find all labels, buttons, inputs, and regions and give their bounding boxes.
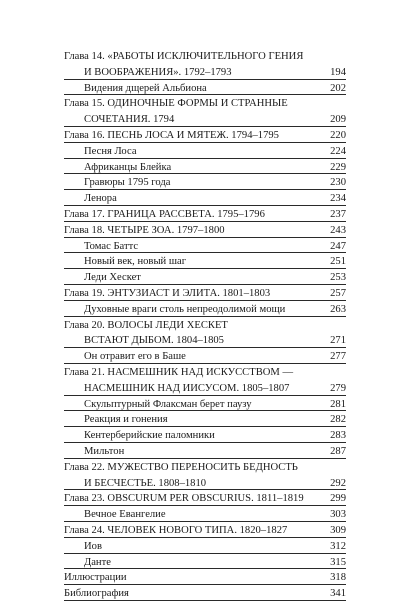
leader-rule	[64, 347, 346, 348]
leader-rule	[64, 553, 346, 554]
toc-entry	[64, 239, 346, 255]
leader-rule	[64, 79, 346, 80]
toc-entry	[64, 491, 346, 507]
toc-entry	[64, 254, 346, 270]
toc-entry	[64, 96, 346, 112]
leader-rule	[64, 363, 346, 364]
toc-entry	[64, 128, 346, 144]
toc-page-number: 220	[330, 129, 346, 141]
leader-rule	[64, 410, 346, 411]
leader-rule	[64, 300, 346, 301]
toc-entry-title: Глава 20. ВОЛОСЫ ЛЕДИ ХЕСКЕТ	[64, 319, 228, 331]
toc-page-number: 315	[330, 556, 346, 568]
leader-rule	[64, 189, 346, 190]
leader-rule	[64, 221, 346, 222]
toc-entry-title: ВСТАЮТ ДЫБОМ. 1804–1805	[84, 335, 224, 347]
leader-rule	[64, 142, 346, 143]
toc-entry-title: Библиография	[64, 588, 129, 600]
toc-entry	[64, 428, 346, 444]
toc-entry-title: Иов	[84, 540, 102, 552]
toc-entry	[64, 412, 346, 428]
toc-entry	[64, 555, 346, 571]
toc-entry	[64, 444, 346, 460]
leader-rule	[64, 521, 346, 522]
toc-entry	[64, 586, 346, 602]
leader-rule	[64, 252, 346, 253]
table-of-contents	[64, 49, 346, 602]
toc-entry-title: Духовные враги столь непреодолимой мощи	[84, 303, 286, 315]
toc-entry	[64, 476, 346, 492]
toc-entry-title: Вечное Евангелие	[84, 509, 166, 521]
toc-page-number: 234	[330, 193, 346, 205]
toc-entry	[64, 397, 346, 413]
leader-rule	[64, 237, 346, 238]
toc-entry-title: Ленора	[84, 193, 117, 205]
toc-page-number: 237	[330, 208, 346, 220]
toc-entry-title: Данте	[84, 556, 111, 568]
toc-page-number: 229	[330, 161, 346, 173]
toc-entry	[64, 523, 346, 539]
leader-rule	[64, 489, 346, 490]
toc-page-number: 263	[330, 303, 346, 315]
toc-entry	[64, 191, 346, 207]
toc-page-number: 224	[330, 145, 346, 157]
toc-page-number: 282	[330, 414, 346, 426]
toc-entry-title: НАСМЕШНИК НАД ИИСУСОМ. 1805–1807	[84, 382, 290, 394]
toc-entry-title: Глава 14. «РАБОТЫ ИСКЛЮЧИТЕЛЬНОГО ГЕНИЯ	[64, 51, 304, 62]
toc-entry-title: Леди Хескет	[84, 272, 141, 284]
toc-entry	[64, 270, 346, 286]
toc-page-number: 194	[330, 66, 346, 78]
toc-entry-title: Гравюры 1795 года	[84, 177, 171, 189]
leader-rule	[64, 584, 346, 585]
toc-entry	[64, 507, 346, 523]
toc-entry	[64, 381, 346, 397]
toc-page-number: 271	[330, 335, 346, 347]
toc-page-number: 341	[330, 588, 346, 600]
leader-rule	[64, 173, 346, 174]
toc-entry	[64, 223, 346, 239]
leader-rule	[64, 537, 346, 538]
toc-entry-title: Видения дщерей Альбиона	[84, 82, 207, 94]
leader-rule	[64, 205, 346, 206]
toc-entry-title: Мильтон	[84, 445, 125, 457]
toc-entry-title: Глава 23. OBSCURUM PER OBSCURIUS. 1811–1819	[64, 493, 304, 505]
toc-entry	[64, 365, 346, 381]
toc-page-number: 253	[330, 272, 346, 284]
toc-entry-title: Глава 18. ЧЕТЫРЕ ЗОА. 1797–1800	[64, 224, 225, 236]
toc-entry-title: Иллюстрации	[64, 572, 127, 584]
toc-page-number: 312	[330, 540, 346, 552]
toc-entry-title: И ВООБРАЖЕНИЯ». 1792–1793	[84, 66, 232, 78]
toc-page-number: 287	[330, 445, 346, 457]
leader-rule	[64, 505, 346, 506]
toc-page-number: 281	[330, 398, 346, 410]
toc-page-number: 303	[330, 509, 346, 521]
toc-entry	[64, 160, 346, 176]
toc-entry	[64, 286, 346, 302]
toc-entry	[64, 349, 346, 365]
toc-entry	[64, 333, 346, 349]
toc-page-number: 257	[330, 287, 346, 299]
toc-page-number: 277	[330, 351, 346, 363]
leader-rule	[64, 94, 346, 95]
toc-entry	[64, 207, 346, 223]
toc-entry	[64, 175, 346, 191]
leader-rule	[64, 568, 346, 569]
toc-entry	[64, 49, 346, 65]
leader-rule	[64, 268, 346, 269]
toc-entry-title: Глава 16. ПЕСНЬ ЛОСА И МЯТЕЖ. 1794–1795	[64, 129, 279, 141]
toc-entry-title: Глава 21. НАСМЕШНИК НАД ИСКУССТВОМ —	[64, 366, 294, 378]
toc-entry	[64, 81, 346, 97]
toc-entry	[64, 112, 346, 128]
leader-rule	[64, 126, 346, 127]
toc-page-number: 283	[330, 430, 346, 442]
toc-entry	[64, 570, 346, 586]
toc-entry	[64, 144, 346, 160]
toc-entry	[64, 65, 346, 81]
leader-rule	[64, 426, 346, 427]
toc-page-number: 243	[330, 224, 346, 236]
leader-rule	[64, 395, 346, 396]
toc-page-number: 292	[330, 477, 346, 489]
toc-entry-title: Африканцы Блейка	[84, 161, 172, 173]
toc-entry-title: Скульптурный Флаксман берет паузу	[84, 398, 252, 410]
toc-entry-title: Кентерберийские паломники	[84, 430, 215, 442]
toc-entry-title: Песня Лоса	[84, 145, 137, 157]
toc-entry	[64, 302, 346, 318]
leader-rule	[64, 600, 346, 601]
toc-page-number: 299	[330, 493, 346, 505]
toc-entry-title: Новый век, новый шаг	[84, 256, 187, 268]
leader-rule	[64, 316, 346, 317]
toc-entry-title: СОЧЕТАНИЯ. 1794	[84, 114, 175, 126]
leader-rule	[64, 284, 346, 285]
toc-page-number: 247	[330, 240, 346, 252]
toc-page-number: 202	[330, 82, 346, 94]
toc-entry-title: Томас Баттс	[84, 240, 139, 252]
toc-entry	[64, 318, 346, 334]
toc-entry-title: Он отравит его в Баше	[84, 351, 186, 363]
toc-entry-title: Глава 22. МУЖЕСТВО ПЕРЕНОСИТЬ БЕДНОСТЬ	[64, 461, 298, 473]
toc-page-number: 309	[330, 524, 346, 536]
leader-rule	[64, 442, 346, 443]
toc-page-number: 251	[330, 256, 346, 268]
toc-entry-title: Глава 24. ЧЕЛОВЕК НОВОГО ТИПА. 1820–1827	[64, 524, 288, 536]
toc-entry-title: И БЕСЧЕСТЬЕ. 1808–1810	[84, 477, 207, 489]
leader-rule	[64, 458, 346, 459]
toc-entry-title: Реакция и гонения	[84, 414, 168, 426]
toc-entry	[64, 460, 346, 476]
toc-entry-title: Глава 17. ГРАНИЦА РАССВЕТА. 1795–1796	[64, 208, 265, 220]
toc-entry	[64, 539, 346, 555]
toc-entry-title: Глава 19. ЭНТУЗИАСТ И ЭЛИТА. 1801–1803	[64, 287, 271, 299]
toc-page-number: 209	[330, 114, 346, 126]
toc-page-number: 279	[330, 382, 346, 394]
leader-rule	[64, 158, 346, 159]
toc-page-number: 230	[330, 177, 346, 189]
toc-page-number: 318	[330, 572, 346, 584]
toc-entry-title: Глава 15. ОДИНОЧНЫЕ ФОРМЫ И СТРАННЫЕ	[64, 98, 288, 110]
